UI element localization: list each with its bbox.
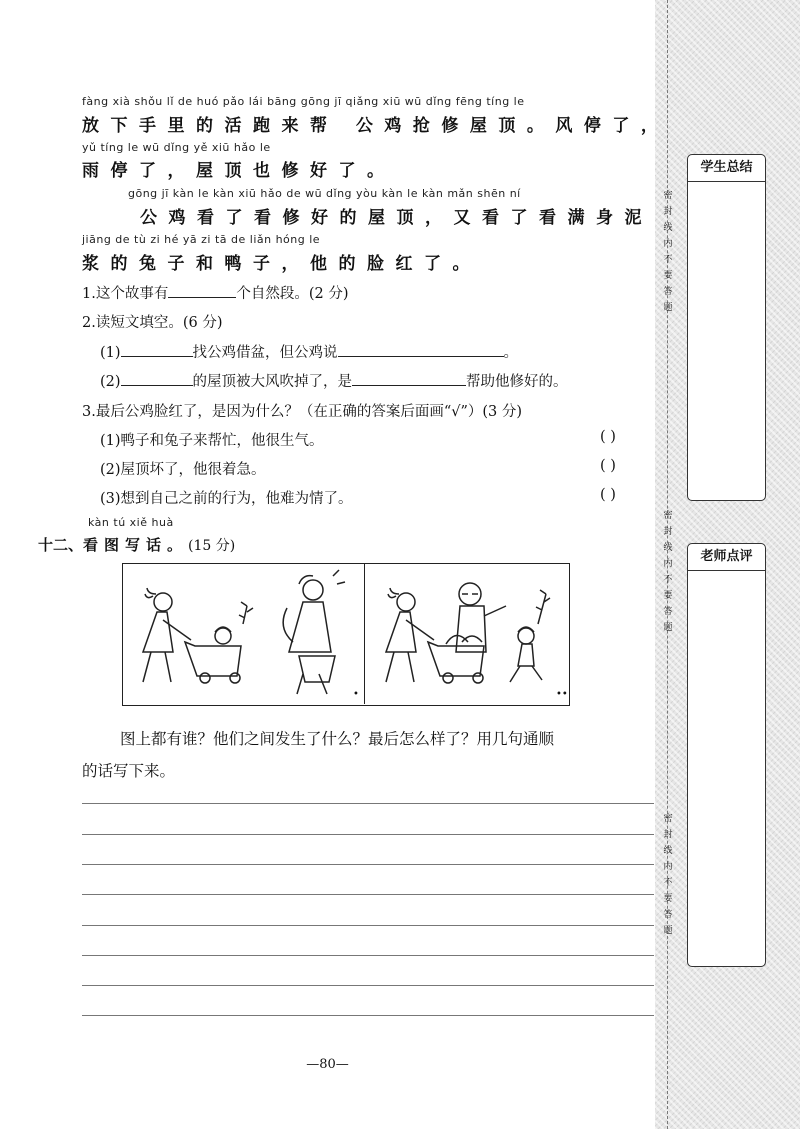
girl-legs [386, 652, 414, 682]
girl-ponytail [145, 588, 156, 598]
student-summary-box[interactable] [687, 154, 766, 501]
q3-option-2-checkbox[interactable]: ( ) [600, 458, 616, 474]
woman-bag [283, 608, 293, 642]
student-summary-title: 学生总结 [688, 155, 765, 182]
question-1: 1.这个故事有 个自然段。(2 分) [82, 282, 349, 303]
passage-text-2: 雨停了，屋顶也修好了。 [82, 161, 396, 181]
seal-text-2: 密 封 线 内 不 要 答 题 [663, 511, 673, 633]
writing-line[interactable] [82, 925, 654, 926]
child-legs [510, 666, 542, 682]
writing-line[interactable] [82, 894, 654, 895]
girl-dress [143, 612, 173, 652]
cart-body [185, 642, 241, 676]
woman-coat [289, 602, 331, 652]
girl-dress [386, 612, 416, 652]
passage-pinyin-3: gōng jī kàn le kàn xiū hǎo de wū dǐng yòu kàn le kàn mǎn shēn ní [128, 187, 521, 200]
writing-line[interactable] [82, 985, 654, 986]
panel-1-marker: • [353, 689, 359, 700]
picture-divider [364, 563, 365, 704]
girl-head [397, 593, 415, 611]
woman-legs [297, 674, 327, 694]
passage-pinyin-4: jiāng de tù zi hé yā zi tā de liǎn hóng le [82, 233, 321, 246]
question-2-2: (2) 的屋顶被大风吹掉了，是 帮助他修好的。 [100, 370, 568, 391]
panel-2-marker: •• [556, 689, 568, 700]
q2-2-blank-a[interactable] [121, 371, 193, 386]
cart-wheel-2 [230, 673, 240, 683]
teacher-comment-box[interactable] [687, 543, 766, 967]
writing-line[interactable] [82, 955, 654, 956]
passage-pinyin-2: yǔ tíng le wū dǐng yě xiū hǎo le [82, 141, 271, 154]
seal-text-3: 密 封 线 内 不 要 答 题 [663, 814, 673, 936]
teacher-comment-title: 老师点评 [688, 544, 765, 571]
picture-panel-2 [366, 564, 566, 704]
girl-legs [143, 652, 171, 682]
grandpa-body [456, 606, 486, 652]
passage-text-4: 浆的兔子和鸭子，他的脸红了。 [82, 254, 481, 274]
q3-option-3-checkbox[interactable]: ( ) [600, 487, 616, 503]
passage-text-1: 放下手里的活跑来帮 公鸡抢修屋顶。风停了， [82, 116, 670, 136]
basket [299, 656, 335, 682]
q2-2-blank-b[interactable] [352, 371, 466, 386]
writing-line[interactable] [82, 864, 654, 865]
question-3-title: 3.最后公鸡脸红了，是因为什么？（在正确的答案后面画“√”）(3 分) [82, 404, 523, 420]
writing-line[interactable] [82, 834, 654, 835]
cart-wheel-1 [200, 673, 210, 683]
section-12-pinyin: kàn tú xiě huà [88, 516, 174, 529]
question-2-title: 2.读短文填空。(6 分) [82, 315, 223, 331]
writing-prompt-1: 图上都有谁？他们之间发生了什么？最后怎么样了？用几句通顺 [120, 730, 555, 748]
question-2-1: (1) 找公鸡借盆，但公鸡说 。 [100, 341, 518, 362]
q3-option-1-checkbox[interactable]: ( ) [600, 429, 616, 445]
woman-head [303, 580, 323, 600]
girl-head [154, 593, 172, 611]
q2-1-blank-a[interactable] [121, 342, 193, 357]
plant-sprig [536, 590, 550, 624]
section-12-heading: 十二、看图写话。(15 分) [38, 536, 236, 554]
passage-pinyin-1: fàng xià shǒu lǐ de huó pǎo lái bāng gōng jī qiǎng xiū wū dǐng fēng tíng le [82, 95, 525, 108]
page-number: —80— [306, 1057, 349, 1072]
q1-answer-blank[interactable] [168, 283, 236, 298]
seal-text-1: 密 封 线 内 不 要 答 题 [663, 191, 673, 313]
q3-option-2: (2)屋顶坏了，他很着急。 [100, 462, 266, 478]
girl-arm [406, 620, 434, 640]
q2-1-blank-b[interactable] [338, 342, 504, 357]
girl-ponytail [388, 588, 399, 598]
writing-line[interactable] [82, 1015, 654, 1016]
writing-line[interactable] [82, 803, 654, 804]
writing-prompt-2: 的话写下来。 [82, 762, 176, 780]
cart-wheel-1 [443, 673, 453, 683]
q3-option-3: (3)想到自己之前的行为，他难为情了。 [100, 491, 353, 507]
girl-arm [163, 620, 191, 640]
cart-wheel-2 [473, 673, 483, 683]
q3-option-1: (1)鸭子和兔子来帮忙，他很生气。 [100, 433, 324, 449]
grandpa-arm [484, 606, 506, 616]
child-body [518, 644, 534, 666]
passage-text-3: 公鸡看了看修好的屋顶，又看了看满身泥 [140, 208, 653, 228]
cart-goods [446, 635, 482, 644]
plant-sprig [239, 602, 253, 624]
sweat-marks [333, 570, 345, 584]
picture-panel-1 [123, 564, 363, 704]
